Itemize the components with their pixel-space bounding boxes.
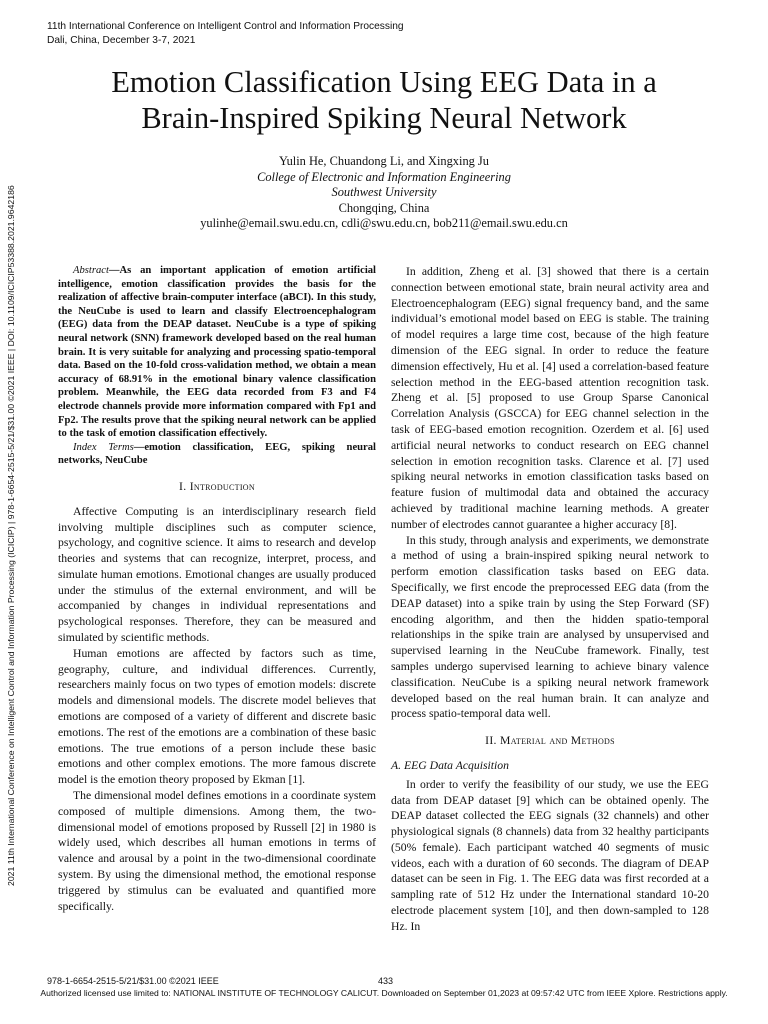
paragraph: In order to verify the feasibility of our study, we use the EEG data from DEAP dataset [9] which can be obtained openly. The DEAP dataset collected the EEG signals (32 channels) and other physiological signals (8 channels) data from 32 healthy participants (50% female). Each participant watched 40 segments of music videos, each with a duration of 60 seconds. The diagram of DEAP dataset can be seen in Fig. 1. The EEG data was first recorded at a sampling rate of 512 Hz under the International standard 10-20 electrode placement system [10], and then down-sampled to 128 Hz. In	[391, 777, 709, 933]
index-terms-text: —emotion classification, EEG, spiking neural networks, NeuCube	[58, 441, 376, 467]
conference-name: 11th International Conference on Intelligent Control and Information Processing	[47, 21, 404, 32]
abstract	[58, 264, 376, 441]
author-emails: yulinhe@email.swu.edu.cn, cdli@swu.edu.cn, bob211@email.swu.edu.cn	[200, 216, 568, 231]
index-terms	[58, 441, 376, 468]
conference-location-date: Dali, China, December 3-7, 2021	[47, 35, 196, 46]
section-heading-methods: II. Material and Methods	[485, 734, 615, 748]
paragraph: Affective Computing is an interdisciplinary research field involving multiple disciplines such as computer science, psychology, and cognitive science. It aims to research and develop theories and systems that can recognize, interpret, process, and simulate human emotions. Emotional changes are usually produced under the stimulus of the external environment, and will be accompanied by changes in individual representations and psychological responses. Therefore, they can be measured and simulated by scientific methods.	[58, 504, 376, 645]
footer-isbn: 978-1-6654-2515-5/21/$31.00 ©2021 IEEE	[47, 976, 219, 986]
abstract-lead: Abstract	[73, 265, 109, 276]
author-college: College of Electronic and Information Engineering	[257, 169, 511, 184]
right-column	[391, 264, 709, 935]
title-line-2: Brain-Inspired Spiking Neural Network	[141, 101, 627, 135]
left-column	[58, 264, 376, 914]
author-block	[80, 154, 688, 232]
section-heading-introduction: I. Introduction	[179, 479, 255, 493]
abstract-text: —As an important application of emotion artificial intelligence, emotion classification provides the basis for the realization of affective brain-computer interface (aBCI). In this study, the NeuCube is used to learn and classify Electroencephalogram (EEG) data from the DEAP dataset. NeuCube is a type of spiking neural network (SNN) framework developed based on the real human brain. It is very suitable for analyzing and processing spatio-temporal data. Based on the 10-fold cross-validation method, we obtain a mean accuracy of 68.91% in the emotional binary valence classification problem. Meanwhile, the EEG data recorded from F3 and F4 electrode channels provide more information compared with Fp1 and Fp2. The results prove that the spiking neural network can be applied to the task of emotion classification effectively.	[58, 265, 376, 440]
paragraph: Human emotions are affected by factors such as time, geography, culture, and individual differences. Currently, researchers mainly focus on two types of emotion models: discrete models and dimensional models. The discrete model believes that emotions are composed of a variety of different and discrete basic emotions. The rest of the emotions are a combination of these basic emotions. The true emotions of a person include these basic emotions and other complex emotions. The more famous discrete model is the emotion theory proposed by Ekman [1].	[58, 646, 376, 787]
page-number: 433	[378, 976, 394, 986]
author-university: Southwest University	[331, 185, 437, 200]
license-notice: Authorized licensed use limited to: NATIONAL INSTITUTE OF TECHNOLOGY CALICUT. Downloaded on September 01,2023 at 09:57:42 UTC from IEEE Xplore. Restrictions apply.	[40, 988, 728, 998]
index-terms-lead: Index Terms	[73, 441, 134, 453]
side-citation-strip: 2021 11th International Conference on Intelligent Control and Information Processing (ICICIP) | 978-1-6654-2515-5/21/$31.00 ©2021 IEEE | DOI: 10.1109/ICICIP53388.2021.9642186	[6, 185, 16, 886]
paragraph: The dimensional model defines emotions in a coordinate system composed of multiple dimensions. Among them, the two-dimensional model of emotions proposed by Russell [2] in 1980 is widely used, which describes all human emotions in terms of valence and arousal by a point in the two-dimensional coordinate system. By using the dimensional method, the emotional response triggered by stimulus can be evaluated and quantified more specifically.	[58, 789, 376, 913]
title-line-1: Emotion Classification Using EEG Data in a	[111, 65, 657, 99]
subsection-heading: A. EEG Data Acquisition	[391, 758, 509, 772]
author-names: Yulin He, Chuandong Li, and Xingxing Ju	[279, 154, 489, 168]
paragraph: In this study, through analysis and experiments, we demonstrate a method of using a brain-inspired spiking neural network to perform emotion classification tasks based on EEG data. Specifically, we first encode the preprocessed EEG data (from the DEAP dataset) into a spike train by using the Step Forward (SF) encoding algorithm, and then the hidden spatio-temporal relationships in the spike train are analysed by unsupervised and supervised learning in the NeuCube framework. Finally, test samples undergo supervised learning to achieve binary valence classification. NeuCube is a spiking neural network framework developed based on the real human brain. It can analyze and process spatio-temporal data well.	[391, 533, 709, 721]
conference-header	[47, 20, 404, 48]
paper-title	[60, 64, 708, 136]
paragraph: In addition, Zheng et al. [3] showed that there is a certain connection between emotional state, brain neural activity area and Electroencephalogram (EEG) signal frequency band, and the same individual’s emotional model based on EEG is stable. The training of model requires a large time cost, because of the high feature dimension of the EEG signal. In order to reduce the feature dimension effectively, Hu et al. [4] used a correlation-based feature selection method in the EEG-based attention recognition task. Zheng et al. [5] proposed to use Group Sparse Canonical Correlation Analysis (GSCCA) for EEG channel selection in the task of EEG-based emotion recognition. Ozerdem et al. [6] used artificial neural networks to conduct research on EEG channel selection in emotion recognition tasks. Clarence et al. [7] used spiking neural networks in emotion classification tasks based on feature fusion of multimodal data and obtained the accuracy achieved by traditional machine learning methods. A greater number of electrodes cannot guarantee a higher accuracy [8].	[391, 265, 709, 531]
author-city: Chongqing, China	[338, 200, 430, 215]
